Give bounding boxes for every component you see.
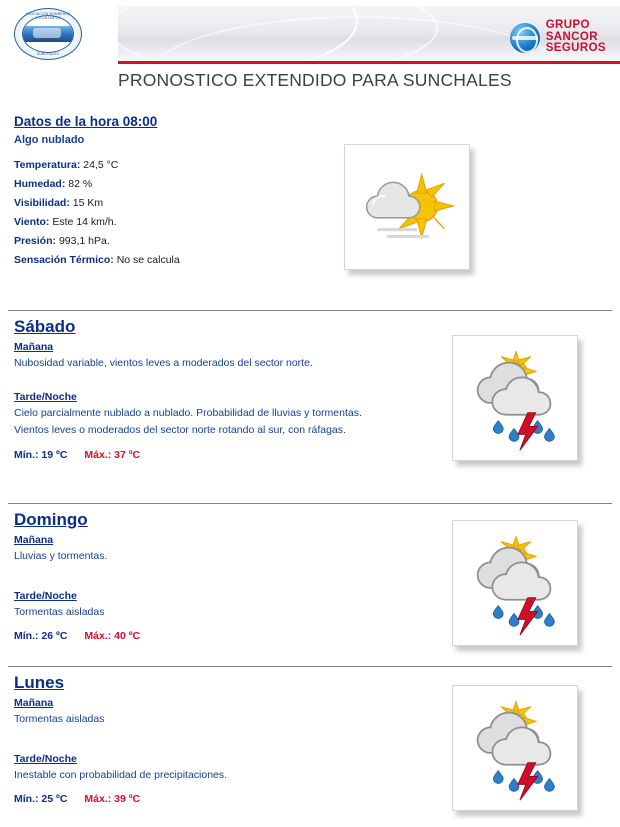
morning-label: Mañana — [14, 341, 54, 353]
measure-label: Presión: — [14, 235, 57, 247]
emblem-band — [23, 26, 73, 42]
divider — [8, 310, 612, 311]
divider — [8, 503, 612, 504]
evening-text-1: Tormentas aisladas — [14, 606, 105, 619]
brand-line-1: GRUPO — [545, 19, 590, 31]
evening-label: Tarde/Noche — [14, 391, 77, 404]
sancor-brand-logo — [510, 20, 606, 55]
measure-value: 24,5 °C — [83, 159, 119, 171]
emblem-inner — [22, 15, 74, 53]
day-section-saturday — [0, 317, 620, 499]
header-banner — [118, 6, 620, 64]
brand-line-2: SANCOR — [545, 30, 598, 43]
morning-label: Mañana — [14, 697, 54, 709]
page-title: PRONOSTICO EXTENDIDO PARA SUNCHALES — [118, 70, 512, 90]
table-row — [14, 159, 610, 171]
morning-label: Mañana — [14, 534, 54, 546]
divider — [8, 666, 612, 667]
measure-value: 993,1 hPa. — [58, 235, 110, 247]
table-row — [14, 216, 610, 228]
globe-icon — [510, 23, 540, 53]
table-row — [14, 254, 610, 266]
measure-label: Sensación Térmico: — [14, 254, 114, 266]
morning-text: Tormentas aisladas — [14, 713, 105, 725]
current-condition: Algo nublado — [14, 134, 85, 146]
morning-text: Lluvias y tormentas. — [14, 550, 108, 562]
measure-value: Este 14 km/h. — [52, 216, 117, 228]
measure-label: Humedad: — [14, 178, 66, 190]
table-row — [14, 197, 610, 209]
forecast-content — [0, 100, 620, 823]
day-section-sunday — [0, 510, 620, 662]
evening-label: Tarde/Noche — [14, 753, 77, 766]
min-temp: Mín.: 19 ºC — [14, 448, 68, 461]
measure-label: Viento: — [14, 216, 50, 228]
storm-rain-cloud-icon — [452, 520, 578, 646]
measure-value: No se calcula — [116, 254, 180, 266]
emblem-bottom-text: SUNCHALES — [36, 52, 60, 56]
page-header — [0, 0, 620, 90]
evening-text-2: Vientos leves o moderados del sector norte rotando al sur, con ráfagas. — [14, 424, 346, 437]
evening-text-1: Inestable con probabilidad de precipitaciones. — [14, 769, 228, 782]
emblem-top-text: ASOCIACION BOMBEROS VOLUNTARIOS — [25, 12, 71, 20]
evening-label: Tarde/Noche — [14, 590, 77, 603]
sun-behind-cloud-icon — [344, 144, 470, 270]
max-temp: Máx.: 40 ºC — [84, 630, 141, 643]
day-section-monday — [0, 673, 620, 823]
min-temp: Mín.: 25 ºC — [14, 793, 68, 806]
table-row — [14, 235, 610, 247]
firefighters-emblem-icon — [14, 8, 82, 60]
current-conditions-section — [0, 114, 620, 306]
current-measurements — [14, 159, 610, 266]
current-heading: Datos de la hora 08:00 — [14, 114, 158, 129]
brand-line-3: SEGUROS — [545, 42, 606, 55]
table-row — [14, 178, 610, 190]
min-temp: Mín.: 26 ºC — [14, 630, 68, 643]
measure-label: Visibilidad: — [14, 197, 70, 209]
morning-text: Nubosidad variable, vientos leves a moderados del sector norte. — [14, 357, 313, 369]
max-temp: Máx.: 37 ºC — [84, 448, 141, 461]
measure-label: Temperatura: — [14, 159, 81, 171]
day-name: Lunes — [14, 673, 65, 692]
storm-rain-cloud-icon — [452, 685, 578, 811]
max-temp: Máx.: 39 ºC — [84, 793, 141, 806]
storm-rain-cloud-icon — [452, 335, 578, 461]
day-name: Domingo — [14, 510, 88, 529]
evening-text-1: Cielo parcialmente nublado a nublado. Probabilidad de lluvias y tormentas. — [14, 407, 362, 420]
day-name: Sábado — [14, 317, 76, 336]
measure-value: 82 % — [68, 178, 93, 190]
measure-value: 15 Km — [72, 197, 104, 209]
